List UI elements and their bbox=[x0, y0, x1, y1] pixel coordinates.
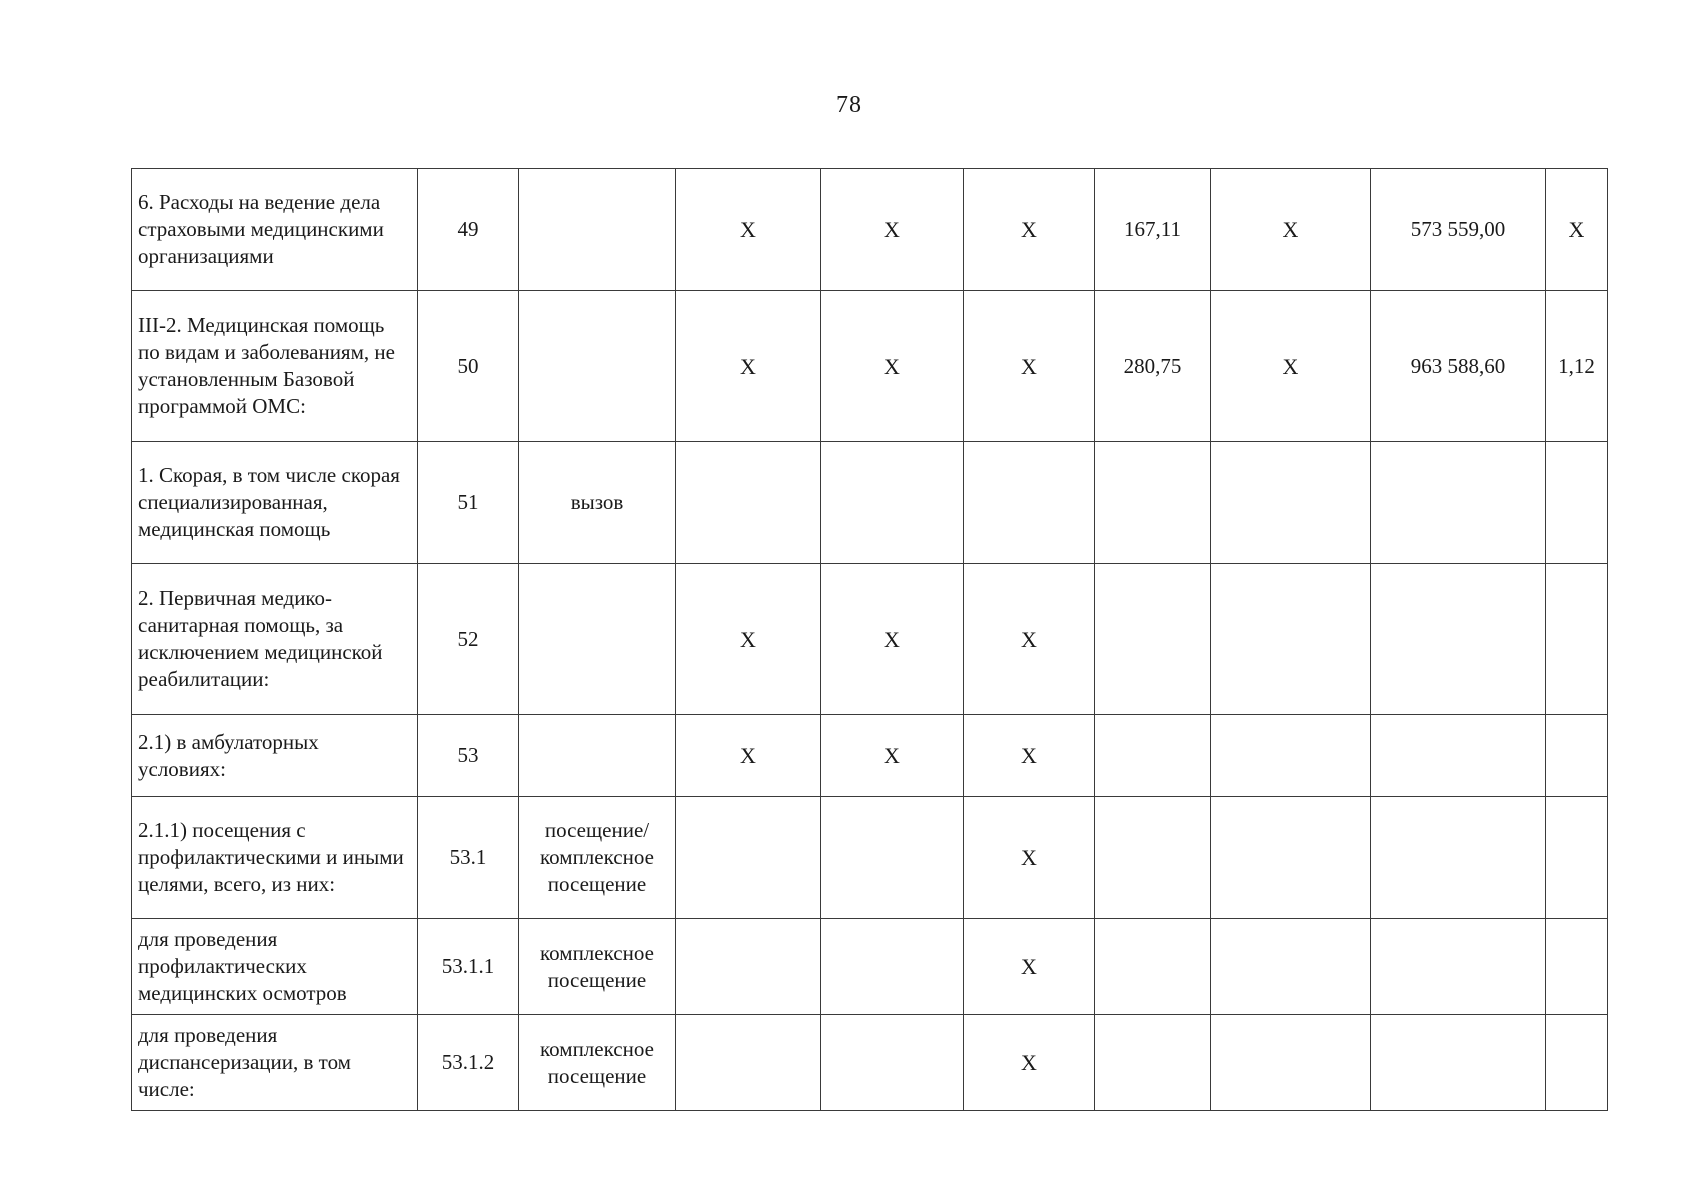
cell-col5: Х bbox=[821, 169, 964, 291]
row-unit: комплексное посещение bbox=[519, 1015, 676, 1111]
cell-col5 bbox=[821, 1015, 964, 1111]
row-code: 51 bbox=[418, 442, 519, 564]
cell-col6: Х bbox=[964, 291, 1095, 442]
cell-col8 bbox=[1211, 1015, 1371, 1111]
cell-col8 bbox=[1211, 442, 1371, 564]
row-code: 53.1.1 bbox=[418, 919, 519, 1015]
page-number: 78 bbox=[836, 92, 862, 118]
cell-col10 bbox=[1546, 442, 1608, 564]
cell-col10 bbox=[1546, 919, 1608, 1015]
cell-col8: Х bbox=[1211, 169, 1371, 291]
cell-col5 bbox=[821, 797, 964, 919]
cell-col9 bbox=[1371, 564, 1546, 715]
table-row bbox=[132, 715, 1608, 797]
row-unit bbox=[519, 564, 676, 715]
row-unit bbox=[519, 715, 676, 797]
data-table bbox=[131, 168, 1608, 1111]
row-unit: комплексное посещение bbox=[519, 919, 676, 1015]
cell-col8 bbox=[1211, 715, 1371, 797]
row-name: 2. Первичная медико-санитарная помощь, за исключением медицинской реабилитации: bbox=[132, 564, 418, 715]
cell-col9 bbox=[1371, 442, 1546, 564]
cell-col10 bbox=[1546, 564, 1608, 715]
cell-col7 bbox=[1095, 715, 1211, 797]
cell-col9: 963 588,60 bbox=[1371, 291, 1546, 442]
cell-col6: Х bbox=[964, 1015, 1095, 1111]
row-code: 49 bbox=[418, 169, 519, 291]
cell-col9 bbox=[1371, 919, 1546, 1015]
cell-col10: Х bbox=[1546, 169, 1608, 291]
row-unit bbox=[519, 291, 676, 442]
cell-col4 bbox=[676, 797, 821, 919]
cell-col10 bbox=[1546, 1015, 1608, 1111]
cell-col7 bbox=[1095, 564, 1211, 715]
row-code: 53.1.2 bbox=[418, 1015, 519, 1111]
cell-col9 bbox=[1371, 1015, 1546, 1111]
cell-col5: Х bbox=[821, 715, 964, 797]
row-name: 1. Скорая, в том числе скорая специализированная, медицинская помощь bbox=[132, 442, 418, 564]
row-code: 53 bbox=[418, 715, 519, 797]
cell-col10 bbox=[1546, 797, 1608, 919]
cell-col7 bbox=[1095, 1015, 1211, 1111]
row-unit: вызов bbox=[519, 442, 676, 564]
cell-col4 bbox=[676, 919, 821, 1015]
cell-col9 bbox=[1371, 715, 1546, 797]
cell-col6 bbox=[964, 442, 1095, 564]
row-unit: посещение/ комплексное посещение bbox=[519, 797, 676, 919]
row-code: 50 bbox=[418, 291, 519, 442]
cell-col5: Х bbox=[821, 564, 964, 715]
cell-col9 bbox=[1371, 797, 1546, 919]
cell-col4: Х bbox=[676, 715, 821, 797]
cell-col4: Х bbox=[676, 564, 821, 715]
cell-col8 bbox=[1211, 797, 1371, 919]
row-name: 6. Расходы на ведение дела страховыми медицинскими организациями bbox=[132, 169, 418, 291]
cell-col5: Х bbox=[821, 291, 964, 442]
row-name: III-2. Медицинская помощь по видам и заболеваниям, не установленным Базовой программой ОМС: bbox=[132, 291, 418, 442]
cell-col7: 280,75 bbox=[1095, 291, 1211, 442]
row-code: 52 bbox=[418, 564, 519, 715]
cell-col8 bbox=[1211, 919, 1371, 1015]
row-code: 53.1 bbox=[418, 797, 519, 919]
table-row bbox=[132, 919, 1608, 1015]
cell-col4 bbox=[676, 442, 821, 564]
cell-col7 bbox=[1095, 919, 1211, 1015]
cell-col6: Х bbox=[964, 564, 1095, 715]
cell-col10 bbox=[1546, 715, 1608, 797]
table-row bbox=[132, 797, 1608, 919]
cell-col6: Х bbox=[964, 169, 1095, 291]
table-row bbox=[132, 564, 1608, 715]
row-name: для проведения профилактических медицинских осмотров bbox=[132, 919, 418, 1015]
cell-col7 bbox=[1095, 442, 1211, 564]
cell-col8 bbox=[1211, 564, 1371, 715]
cell-col4: Х bbox=[676, 169, 821, 291]
row-name: 2.1.1) посещения с профилактическими и иными целями, всего, из них: bbox=[132, 797, 418, 919]
cell-col5 bbox=[821, 919, 964, 1015]
table-row bbox=[132, 1015, 1608, 1111]
cell-col4 bbox=[676, 1015, 821, 1111]
cell-col7: 167,11 bbox=[1095, 169, 1211, 291]
table-row bbox=[132, 169, 1608, 291]
cell-col9: 573 559,00 bbox=[1371, 169, 1546, 291]
cell-col5 bbox=[821, 442, 964, 564]
cell-col4: Х bbox=[676, 291, 821, 442]
table-row bbox=[132, 291, 1608, 442]
cell-col8: Х bbox=[1211, 291, 1371, 442]
cell-col10: 1,12 bbox=[1546, 291, 1608, 442]
cell-col6: Х bbox=[964, 919, 1095, 1015]
cell-col7 bbox=[1095, 797, 1211, 919]
row-unit bbox=[519, 169, 676, 291]
row-name: для проведения диспансеризации, в том числе: bbox=[132, 1015, 418, 1111]
cell-col6: Х bbox=[964, 797, 1095, 919]
row-name: 2.1) в амбулаторных условиях: bbox=[132, 715, 418, 797]
cell-col6: Х bbox=[964, 715, 1095, 797]
table-row bbox=[132, 442, 1608, 564]
